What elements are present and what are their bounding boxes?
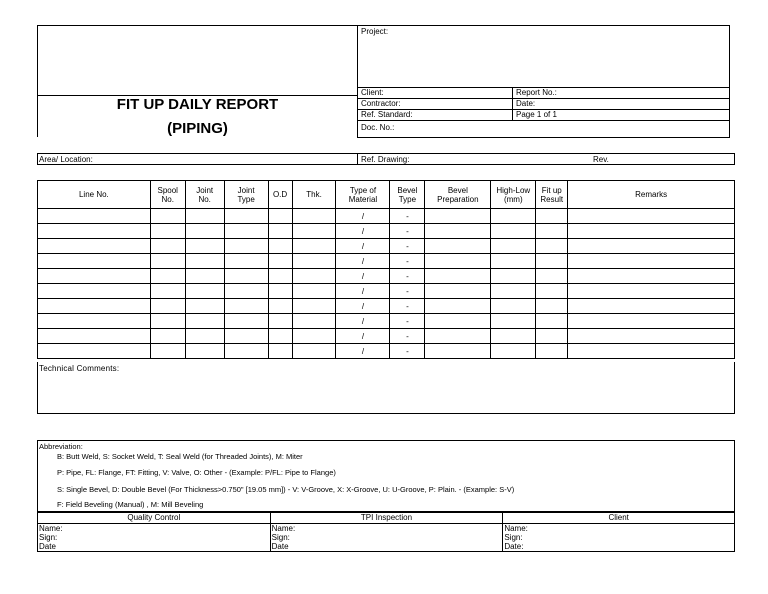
table-cell[interactable]: [568, 299, 735, 314]
client-label: Client:: [361, 88, 384, 97]
header-info-box: [357, 25, 730, 138]
table-row: [38, 344, 735, 359]
table-cell[interactable]: /: [336, 314, 390, 329]
sign-label: Sign:: [504, 533, 523, 542]
table-cell[interactable]: [150, 269, 185, 284]
table-cell[interactable]: [268, 209, 292, 224]
divider: [512, 87, 513, 120]
table-cell[interactable]: -: [390, 284, 425, 299]
table-cell[interactable]: [185, 299, 224, 314]
date-label: Date:: [504, 542, 524, 551]
column-header: [536, 181, 568, 209]
column-header: [268, 181, 292, 209]
table-cell[interactable]: [38, 224, 151, 239]
table-cell[interactable]: [150, 344, 185, 359]
table-cell[interactable]: -: [390, 209, 425, 224]
tpi-signature-cell: [270, 524, 503, 552]
table-cell[interactable]: /: [336, 239, 390, 254]
table-cell[interactable]: [150, 284, 185, 299]
sign-label: Sign:: [39, 533, 58, 542]
column-header-line: Result: [540, 194, 564, 204]
table-cell[interactable]: /: [336, 344, 390, 359]
column-header: [185, 181, 224, 209]
table-cell[interactable]: [536, 209, 568, 224]
table-cell[interactable]: [38, 344, 151, 359]
table-cell[interactable]: [268, 269, 292, 284]
table-cell[interactable]: -: [390, 269, 425, 284]
divider: [357, 120, 730, 121]
table-cell[interactable]: -: [390, 329, 425, 344]
column-header-line: Bevel: [397, 185, 418, 195]
name-label: Name:: [39, 524, 63, 533]
table-cell[interactable]: [536, 344, 568, 359]
date-label: Date:: [516, 99, 536, 108]
column-header-line: Preparation: [437, 194, 479, 204]
table-cell[interactable]: [185, 344, 224, 359]
contractor-label: Contractor:: [361, 99, 401, 108]
table-cell[interactable]: [536, 314, 568, 329]
table-cell[interactable]: -: [390, 224, 425, 239]
table-cell[interactable]: [150, 329, 185, 344]
table-cell[interactable]: -: [390, 344, 425, 359]
table-cell[interactable]: [38, 254, 151, 269]
table-cell[interactable]: [150, 209, 185, 224]
table-cell[interactable]: [268, 224, 292, 239]
table-cell[interactable]: [536, 329, 568, 344]
table-cell[interactable]: [568, 224, 735, 239]
table-cell[interactable]: [568, 209, 735, 224]
table-row: [38, 329, 735, 344]
table-row: [38, 284, 735, 299]
column-header-line: Spool: [157, 185, 178, 195]
column-header: [568, 181, 735, 209]
table-cell[interactable]: [292, 344, 336, 359]
table-cell[interactable]: [568, 284, 735, 299]
table-cell[interactable]: [425, 284, 491, 299]
table-cell[interactable]: [150, 299, 185, 314]
technical-comments-box: [37, 362, 735, 414]
column-header: [390, 181, 425, 209]
column-header-line: Fit up: [541, 185, 562, 195]
table-row: [38, 314, 735, 329]
column-header: [150, 181, 185, 209]
table-cell[interactable]: [536, 239, 568, 254]
report-no-label: Report No.:: [516, 88, 557, 97]
ref-drawing-label: Ref. Drawing:: [361, 155, 410, 164]
table-cell[interactable]: /: [336, 254, 390, 269]
divider: [357, 98, 730, 99]
table-cell[interactable]: [150, 224, 185, 239]
report-title: FIT UP DAILY REPORT: [116, 96, 279, 113]
table-cell[interactable]: [568, 314, 735, 329]
table-row: [38, 254, 735, 269]
table-cell[interactable]: [425, 344, 491, 359]
column-header: [292, 181, 336, 209]
client-signature-cell: [503, 524, 735, 552]
column-header-line: Remarks: [635, 190, 668, 199]
table-cell[interactable]: [425, 224, 491, 239]
table-row: [38, 224, 735, 239]
table-cell[interactable]: [185, 284, 224, 299]
table-cell[interactable]: [491, 224, 536, 239]
column-header-line: (mm): [503, 194, 523, 204]
client-title: Client: [503, 513, 735, 524]
table-cell[interactable]: [491, 209, 536, 224]
sign-label: Sign:: [271, 533, 290, 542]
table-cell[interactable]: [292, 239, 336, 254]
abbreviation-line: S: Single Bevel, D: Double Bevel (For Thickness>0.750" [19.05 mm]) - V: V-Groove, X: X-Groove, U: U-Groove, P: Plain. - (Example: S-V): [57, 485, 515, 494]
tpi-title: TPI Inspection: [270, 513, 503, 524]
table-cell[interactable]: [568, 269, 735, 284]
column-header-line: High-Low: [496, 185, 531, 195]
table-cell[interactable]: [491, 344, 536, 359]
table-cell[interactable]: [268, 284, 292, 299]
table-cell[interactable]: [38, 299, 151, 314]
table-cell[interactable]: [292, 209, 336, 224]
table-cell[interactable]: [425, 269, 491, 284]
table-cell[interactable]: [536, 269, 568, 284]
table-cell[interactable]: [150, 314, 185, 329]
table-cell[interactable]: [224, 299, 268, 314]
column-header-line: Type: [237, 194, 255, 204]
column-header: [336, 181, 390, 209]
table-cell[interactable]: [491, 239, 536, 254]
abbreviation-line: B: Butt Weld, S: Socket Weld, T: Seal Weld (for Threaded Joints), M: Miter: [57, 452, 303, 461]
abbreviation-line: P: Pipe, FL: Flange, FT: Fitting, V: Valve, O: Other - (Example: P/FL: Pipe to Flange): [57, 468, 336, 477]
column-header-line: Material: [348, 194, 378, 204]
table-cell[interactable]: -: [390, 299, 425, 314]
table-cell[interactable]: [425, 254, 491, 269]
table-cell[interactable]: [568, 344, 735, 359]
table-cell[interactable]: [185, 254, 224, 269]
table-cell[interactable]: [268, 314, 292, 329]
table-cell[interactable]: [38, 239, 151, 254]
table-cell[interactable]: [568, 254, 735, 269]
table-cell[interactable]: [185, 269, 224, 284]
column-header: [491, 181, 536, 209]
table-cell[interactable]: [38, 269, 151, 284]
project-label: Project:: [361, 27, 389, 36]
date-label: Date: [271, 542, 289, 551]
table-cell[interactable]: [38, 209, 151, 224]
table-cell[interactable]: [568, 239, 735, 254]
column-header-line: Bevel: [447, 185, 468, 195]
table-header-row: [38, 181, 735, 209]
table-cell[interactable]: [150, 239, 185, 254]
column-header-line: Type: [398, 194, 417, 204]
table-cell[interactable]: [292, 299, 336, 314]
table-cell[interactable]: [150, 254, 185, 269]
divider: [357, 153, 358, 165]
table-row: [38, 299, 735, 314]
table-cell[interactable]: [268, 239, 292, 254]
table-cell[interactable]: [536, 254, 568, 269]
table-cell[interactable]: [185, 329, 224, 344]
table-cell[interactable]: [491, 284, 536, 299]
table-cell[interactable]: [268, 329, 292, 344]
column-header: [425, 181, 491, 209]
table-cell[interactable]: [425, 209, 491, 224]
table-cell[interactable]: [425, 314, 491, 329]
table-cell[interactable]: [224, 314, 268, 329]
table-cell[interactable]: [224, 344, 268, 359]
table-cell[interactable]: [292, 329, 336, 344]
table-cell[interactable]: [224, 284, 268, 299]
table-cell[interactable]: [292, 284, 336, 299]
ref-standard-label: Ref. Standard:: [361, 110, 413, 119]
table-cell[interactable]: [491, 329, 536, 344]
table-cell[interactable]: [536, 224, 568, 239]
table-cell[interactable]: [185, 224, 224, 239]
column-header-line: Line No.: [78, 190, 109, 199]
table-cell[interactable]: /: [336, 209, 390, 224]
table-cell[interactable]: [38, 314, 151, 329]
table-cell[interactable]: [224, 329, 268, 344]
column-header-line: Thk.: [306, 190, 322, 199]
report-subtitle: (PIPING): [167, 120, 228, 137]
column-header-line: No.: [198, 194, 211, 204]
abbreviation-line: F: Field Beveling (Manual) , M: Mill Beveling: [57, 500, 204, 509]
signature-table: [37, 512, 735, 552]
table-cell[interactable]: [38, 329, 151, 344]
table-cell[interactable]: [292, 269, 336, 284]
table-cell[interactable]: [425, 299, 491, 314]
technical-comments-label: Technical Comments:: [39, 364, 120, 373]
date-label: Date: [39, 542, 56, 551]
table-cell[interactable]: [185, 239, 224, 254]
qc-title: Quality Control: [38, 513, 271, 524]
column-header-line: O.D: [272, 190, 288, 199]
doc-no-label: Doc. No.:: [361, 123, 395, 132]
table-cell[interactable]: [425, 329, 491, 344]
abbreviation-title: Abbreviation:: [39, 442, 83, 451]
table-cell[interactable]: [491, 299, 536, 314]
column-header: [38, 181, 151, 209]
table-cell[interactable]: [268, 299, 292, 314]
table-cell[interactable]: [292, 224, 336, 239]
table-cell[interactable]: /: [336, 299, 390, 314]
table-cell[interactable]: /: [336, 284, 390, 299]
table-cell[interactable]: [491, 254, 536, 269]
table-row: [38, 209, 735, 224]
table-cell[interactable]: [491, 269, 536, 284]
table-cell[interactable]: [224, 239, 268, 254]
table-cell[interactable]: [185, 209, 224, 224]
name-label: Name:: [504, 524, 528, 533]
table-cell[interactable]: -: [390, 314, 425, 329]
table-cell[interactable]: [536, 299, 568, 314]
table-cell[interactable]: [292, 254, 336, 269]
table-cell[interactable]: [491, 314, 536, 329]
column-header-line: Type of: [349, 185, 377, 195]
table-cell[interactable]: [38, 284, 151, 299]
table-row: [38, 269, 735, 284]
table-cell[interactable]: [425, 239, 491, 254]
table-cell[interactable]: /: [336, 269, 390, 284]
table-body: [38, 209, 735, 359]
table-cell[interactable]: [292, 314, 336, 329]
table-cell[interactable]: [224, 269, 268, 284]
column-header: [224, 181, 268, 209]
column-header-line: Joint: [196, 185, 214, 195]
table-cell[interactable]: [224, 254, 268, 269]
fitup-table: [37, 180, 735, 359]
table-cell[interactable]: [268, 254, 292, 269]
name-label: Name:: [271, 524, 296, 533]
table-cell[interactable]: -: [390, 239, 425, 254]
table-cell[interactable]: /: [336, 224, 390, 239]
table-cell[interactable]: [268, 344, 292, 359]
table-row: [38, 239, 735, 254]
page-label: Page 1 of 1: [516, 110, 557, 119]
table-cell[interactable]: [536, 284, 568, 299]
table-cell[interactable]: -: [390, 254, 425, 269]
table-cell[interactable]: [185, 314, 224, 329]
table-cell[interactable]: [224, 209, 268, 224]
table-cell[interactable]: [224, 224, 268, 239]
column-header-line: Joint: [237, 185, 255, 195]
qc-signature-cell: [38, 524, 271, 552]
rev-label: Rev.: [593, 155, 609, 164]
area-location-label: Area/ Location:: [39, 155, 93, 164]
table-cell[interactable]: [568, 329, 735, 344]
column-header-line: No.: [161, 194, 174, 204]
table-cell[interactable]: /: [336, 329, 390, 344]
